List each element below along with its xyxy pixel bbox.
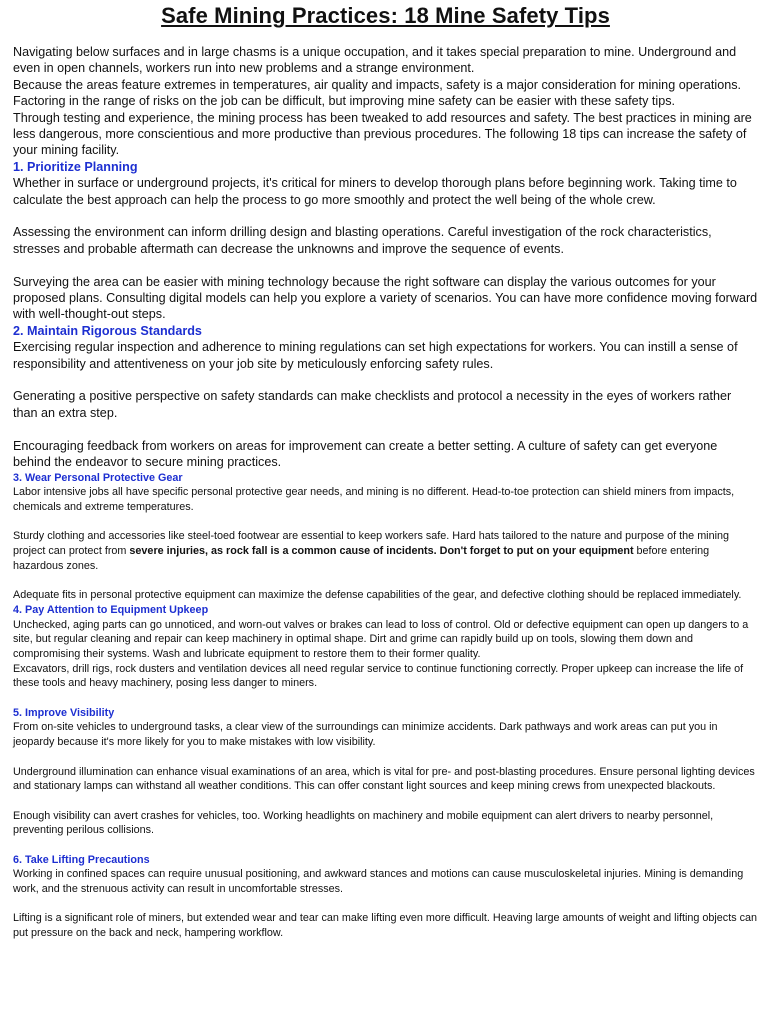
section-paragraph: Surveying the area can be easier with mining technology because the right software can display the various outcomes for your proposed plans. Consulting digital models can help you explore a variety of scenarios. You can have more confidence moving forward with well-thought-out steps.	[13, 274, 758, 322]
intro-paragraph-3: Through testing and experience, the mining process has been tweaked to add resources and safety. The best practices in mining are less dangerous, more conscientious and more productive than previous procedures. The following 18 tips can increase the safety of your mining facility.	[13, 110, 752, 158]
section-paragraph: Underground illumination can enhance visual examinations of an area, which is vital for pre- and post-blasting procedures. Ensure personal lighting devices and stationary lamps can withstand all weather conditions. This can offer constant light sources and keep mining crews from unexpected blackouts.	[13, 765, 755, 793]
section-paragraph: Labor intensive jobs all have specific personal protective gear needs, and mining is no different. Head-to-toe protection can shield miners from impacts, chemicals and extreme temperatures.	[13, 486, 735, 513]
paragraph-text: Sturdy clothing and accessories like steel-toed footwear are essential to keep workers safe. Hard hats tailored to the nature and purpose of the mining project can protect from	[13, 530, 729, 557]
section-paragraph: Exercising regular inspection and adherence to mining regulations can set high expectations for workers. You can instill a sense of responsibility and attentiveness on your job site by meticulously enforcing safety rules.	[13, 340, 738, 371]
section-heading: 1. Prioritize Planning	[13, 159, 138, 174]
section-heading: 4. Pay Attention to Equipment Upkeep	[13, 603, 209, 616]
section-heading: 3. Wear Personal Protective Gear	[13, 471, 183, 484]
intro-section	[13, 44, 758, 159]
section-paragraph: Unchecked, aging parts can go unnoticed, and worn-out valves or brakes can lead to loss of control. Old or defective equipment can open up dangers to a site, but regular cleaning and repair can keep machinery in optimal shape. Dirt and grime can rapidly build up on tools, slowing them down and compromising their systems. Wash and lubricate equipment to restore them to their former quality.	[13, 618, 749, 660]
section-paragraph: Working in confined spaces can require unusual positioning, and awkward stances and motions can cause musculoskeletal injuries. Mining is demanding work, and the strenuous activity can result in uncomfortable stresses.	[13, 868, 744, 896]
section-protective-gear	[13, 471, 758, 603]
paragraph-text: before entering hazardous zones.	[13, 545, 710, 572]
section-prioritize-planning	[13, 159, 758, 323]
section-maintain-standards	[13, 323, 758, 471]
intro-paragraph-1: Navigating below surfaces and in large chasms is a unique occupation, and it takes special preparation to mine. Underground and even in open channels, workers run into new problems and a strange environment.	[13, 45, 737, 76]
section-paragraph: Generating a positive perspective on safety standards can make checklists and protocol a necessity in the eyes of workers rather than an extra step.	[13, 389, 732, 420]
section-heading: 2. Maintain Rigorous Standards	[13, 323, 202, 338]
section-paragraph: Excavators, drill rigs, rock dusters and ventilation devices all need regular service to continue functioning correctly. Proper upkeep can increase the life of these tools and heavy machinery, posing less danger to miners.	[13, 662, 744, 690]
intro-paragraph-2: Because the areas feature extremes in temperatures, air quality and impacts, safety is a major consideration for mining operations. Factoring in the range of risks on the job can be difficult, but improving mine safety can be easier with these safety tips.	[13, 77, 742, 109]
section-improve-visibility	[13, 706, 758, 853]
section-heading: 5. Improve Visibility	[13, 706, 115, 719]
section-paragraph: Lifting is a significant role of miners, but extended wear and tear can make lifting even more difficult. Heaving large amounts of weight and lifting objects can put pressure on the back and neck, hampering workflow.	[13, 912, 757, 940]
section-paragraph: Adequate fits in personal protective equipment can maximize the defense capabilities of the gear, and defective clothing should be replaced immediately.	[13, 589, 742, 602]
section-paragraph: Encouraging feedback from workers on areas for improvement can create a better setting. A culture of safety can get everyone behind the endeavor to secure mining practices.	[13, 438, 718, 470]
bold-emphasis-text: severe injuries, as rock fall is a common cause of incidents. Don't forget to put on your equipment	[129, 545, 634, 557]
section-paragraph: Assessing the environment can inform drilling design and blasting operations. Careful investigation of the rock characteristics, stresses and probable aftermath can decrease the unknowns and improve the sequence of events.	[13, 225, 712, 256]
section-heading: 6. Take Lifting Precautions	[13, 853, 150, 866]
section-lifting-precautions	[13, 853, 758, 941]
section-paragraph: Whether in surface or underground projects, it's critical for miners to develop thorough plans before beginning work. Taking time to calculate the best approach can help the process to go more smoothly and protect the well being of the whole crew.	[13, 176, 737, 207]
section-paragraph: From on-site vehicles to underground tasks, a clear view of the surroundings can minimize accidents. Dark pathways and work areas can put you in jeopardy because it's more likely for you to make mistakes with low visibility.	[13, 721, 718, 749]
section-paragraph: Enough visibility can avert crashes for vehicles, too. Working headlights on machinery and mobile equipment can alert drivers to nearby personnel, preventing perilous collisions.	[13, 809, 714, 837]
section-equipment-upkeep	[13, 603, 758, 706]
section-paragraph	[13, 529, 758, 573]
page-title: Safe Mining Practices: 18 Mine Safety Tips	[161, 3, 610, 28]
